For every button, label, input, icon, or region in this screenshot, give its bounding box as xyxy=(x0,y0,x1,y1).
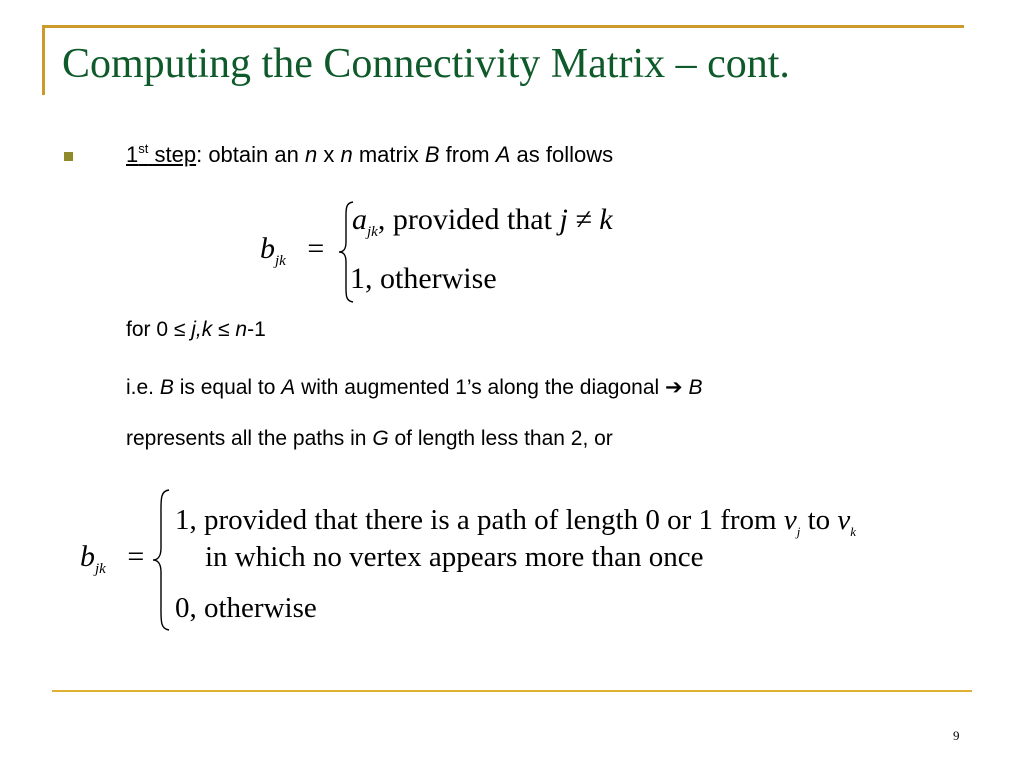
formula-1-lhs: $b_{jk}$ = xyxy=(260,232,325,269)
page-number: 9 xyxy=(953,728,960,743)
frame-top-rule xyxy=(42,25,964,28)
arrow-icon: ➔ xyxy=(665,376,683,399)
ie-line: i.e. B is equal to A with augmented 1’s along the diagonal ➔ B xyxy=(126,376,703,399)
step-label: 1st step xyxy=(126,141,197,167)
formula-2-brace xyxy=(150,488,172,632)
formula-2-case-1-continued: in which no vertex appears more than once xyxy=(205,541,704,573)
formula-1-case-2: 1, otherwise xyxy=(350,262,497,295)
formula-2-lhs: $b_{jk}$ = xyxy=(80,540,145,577)
formula-2-case-2: 0, otherwise xyxy=(175,592,317,624)
formula-2-case-1: 1, provided that there is a path of length 0 or 1 from $v_j$ to $v_k$ xyxy=(175,504,857,539)
range-line: for 0 ≤ j,k ≤ n-1 xyxy=(126,318,266,341)
footer-divider xyxy=(52,690,972,692)
frame-left-rule xyxy=(42,25,45,95)
bullet-marker xyxy=(64,152,73,161)
step-line: 1st step: obtain an n x n matrix B from A as follows xyxy=(126,141,614,167)
formula-1-case-1: $a_{jk}$, provided that j ≠ k xyxy=(352,203,613,240)
represents-line: represents all the paths in G of length less than 2, or xyxy=(126,427,613,450)
slide-title: Computing the Connectivity Matrix – cont. xyxy=(62,41,790,87)
